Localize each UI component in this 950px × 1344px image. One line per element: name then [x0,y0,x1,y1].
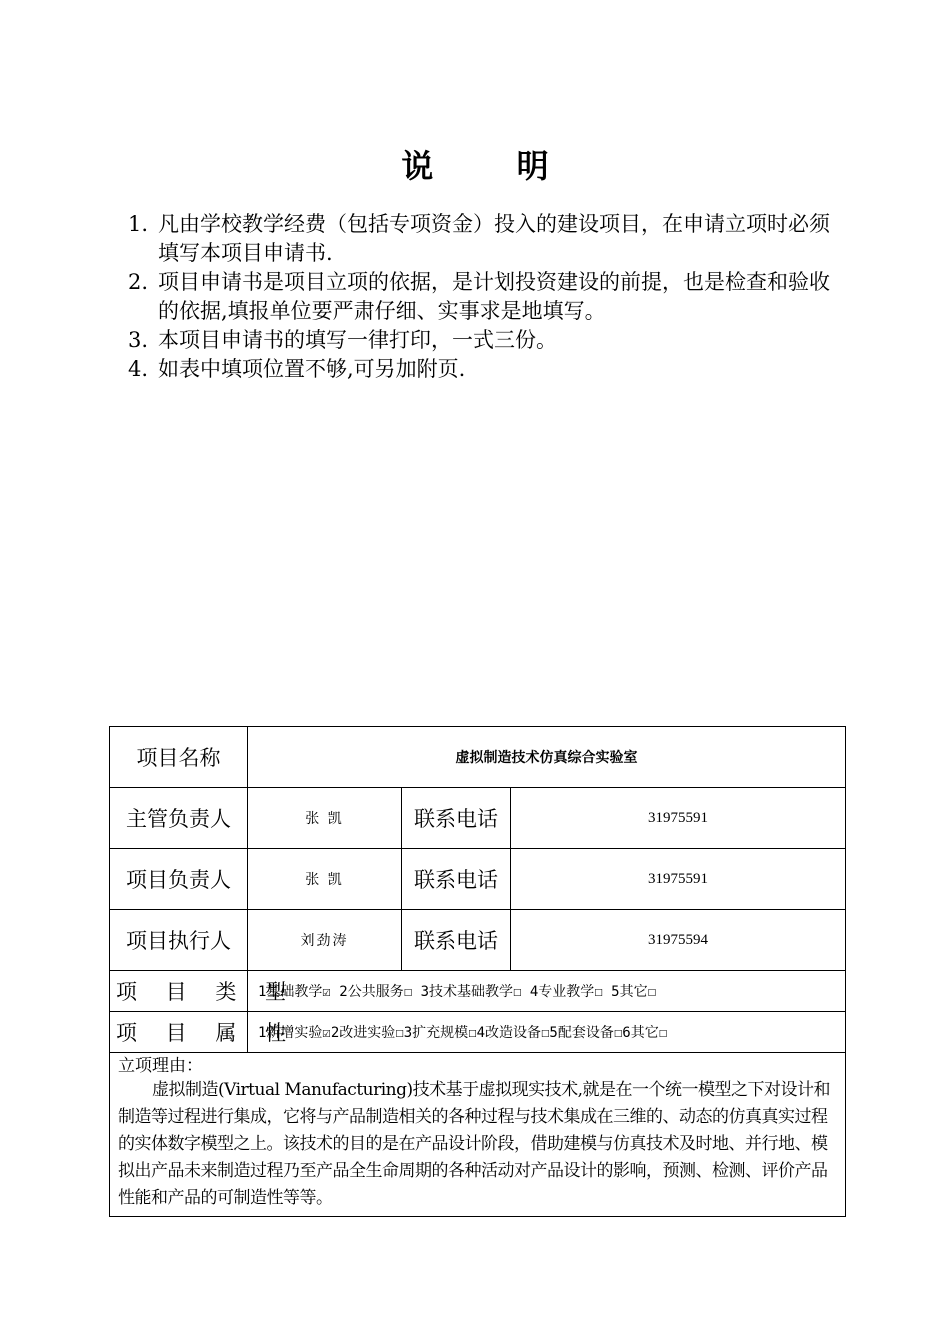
project-attribute-label: 项 目 属 性 [110,1012,248,1053]
instruction-text: 项目申请书是项目立项的依据，是计划投资建设的前提，也是检查和验收的依据,填报单位要严肃仔细、实事求是地填写。 [158,270,830,323]
executor-row [110,910,846,971]
supervisor-label: 主管负责人 [110,788,248,849]
leader-phone-label: 联系电话 [402,849,511,910]
project-type-options[interactable]: 1基础教学☑ 2公共服务☐ 3技术基础教学☐ 4专业教学☐ 5其它☐ [248,971,846,1012]
supervisor-value[interactable]: 张 凯 [248,788,402,849]
leader-phone-value[interactable]: 31975591 [511,849,846,910]
instruction-item [128,326,848,355]
project-reason-cell[interactable] [110,1053,846,1217]
project-form-table [109,726,846,1217]
leader-row [110,849,846,910]
project-type-row [110,971,846,1012]
instruction-text: 凡由学校教学经费（包括专项资金）投入的建设项目，在申请立项时必须填写本项目申请书. [158,212,830,265]
executor-phone-label: 联系电话 [402,910,511,971]
project-name-label: 项目名称 [110,727,248,788]
instruction-item [128,210,848,268]
executor-value[interactable]: 刘劲涛 [248,910,402,971]
executor-phone-value[interactable]: 31975594 [511,910,846,971]
instruction-number: 4. [128,357,149,381]
instruction-text: 如表中填项位置不够,可另加附页. [158,357,466,381]
supervisor-row [110,788,846,849]
instruction-number: 1. [128,212,149,236]
project-reason-row [110,1053,846,1217]
leader-label: 项目负责人 [110,849,248,910]
page-title: 说 明 [401,147,585,185]
instruction-item [128,268,848,326]
instruction-number: 3. [128,328,149,352]
executor-label: 项目执行人 [110,910,248,971]
instruction-number: 2. [128,270,149,294]
instruction-item [128,355,848,384]
project-attribute-options[interactable]: 1新增实验☑2改进实验☐3扩充规模☐4改造设备☐5配套设备☐6其它☐ [248,1012,846,1053]
instruction-text: 本项目申请书的填写一律打印，一式三份。 [158,328,557,352]
project-name-row [110,727,846,788]
project-name-value[interactable]: 虚拟制造技术仿真综合实验室 [248,727,846,788]
project-attribute-row [110,1012,846,1053]
instructions-list [128,210,848,384]
project-type-label: 项 目 类 型 [110,971,248,1012]
project-reason-label: 立项理由： [118,1056,203,1076]
supervisor-phone-value[interactable]: 31975591 [511,788,846,849]
supervisor-phone-label: 联系电话 [402,788,511,849]
leader-value[interactable]: 张 凯 [248,849,402,910]
project-reason-text: 虚拟制造(Virtual Manufacturing)技术基于虚拟现实技术,就是在一个统一模型之下对设计和制造等过程进行集成，它将与产品制造相关的各种过程与技术集成在三维的、动态的仿真真实过程的实体数字模型之上。该技术的目的是在产品设计阶段，借助建模与仿真技术及时地、并行地、模拟出产品未来制造过程乃至产品全生命周期的各种活动对产品设计的影响，预测、检测、评价产品性能和产品的可制造性等等。 [118,1080,831,1208]
